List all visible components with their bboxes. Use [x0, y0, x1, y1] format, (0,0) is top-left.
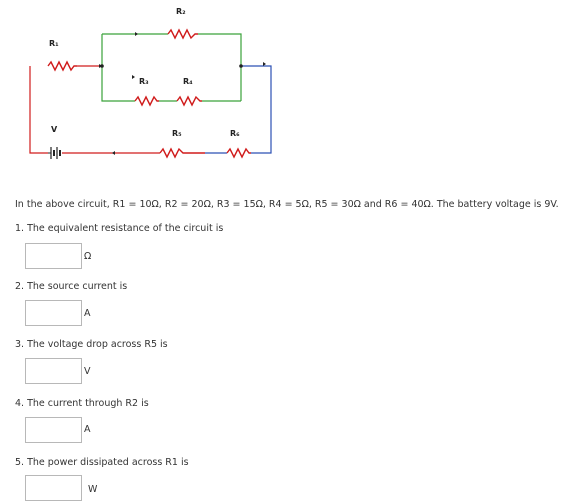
answer-input-2[interactable]	[25, 300, 82, 326]
problem-statement: In the above circuit, R1 = 10Ω, R2 = 20Ω, R3 = 15Ω, R4 = 5Ω, R5 = 30Ω and R6 = 40Ω. The battery voltage is 9V.	[15, 199, 559, 210]
label-r1: R₁	[49, 39, 59, 48]
unit-label-5: W	[88, 484, 98, 495]
unit-label-3: V	[84, 366, 91, 377]
question-3-prompt: 3. The voltage drop across R5 is	[15, 339, 168, 350]
unit-label-4: A	[84, 424, 91, 435]
question-1-prompt: 1. The equivalent resistance of the circuit is	[15, 223, 224, 234]
label-r4: R₄	[183, 77, 193, 86]
label-r3: R₃	[139, 77, 149, 86]
label-r5: R₅	[172, 129, 182, 138]
junction-dot	[239, 64, 243, 68]
question-4-prompt: 4. The current through R2 is	[15, 398, 149, 409]
answer-input-3[interactable]	[25, 358, 82, 384]
answer-input-1[interactable]	[25, 243, 82, 269]
question-5-prompt: 5. The power dissipated across R1 is	[15, 457, 189, 468]
circuit-diagram	[15, 0, 296, 170]
label-r2: R₂	[176, 7, 186, 16]
label-r6: R₆	[230, 129, 240, 138]
question-2-prompt: 2. The source current is	[15, 281, 128, 292]
unit-label-1: Ω	[84, 251, 92, 262]
answer-input-4[interactable]	[25, 417, 82, 443]
unit-label-2: A	[84, 308, 91, 319]
answer-input-5[interactable]	[25, 475, 82, 501]
label-v: V	[51, 125, 58, 134]
